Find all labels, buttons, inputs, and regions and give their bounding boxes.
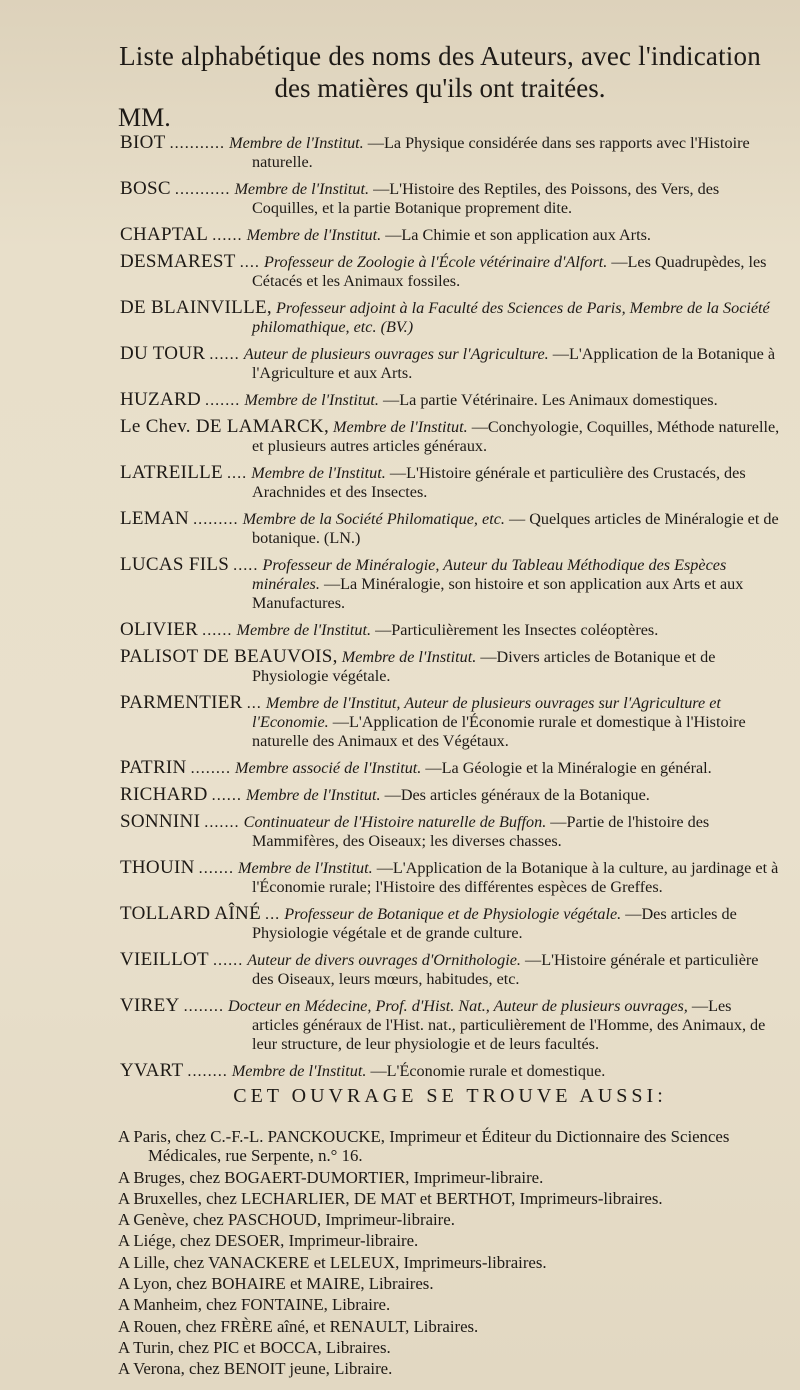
author-name: OLIVIER <box>120 619 199 640</box>
author-dots: ......... <box>193 510 239 528</box>
author-name: DE BLAINVILLE, <box>120 297 272 318</box>
author-entry <box>120 252 780 291</box>
author-subjects: —Divers articles de Botanique et de Physiologie végétale. <box>252 648 716 685</box>
author-entry <box>120 812 780 851</box>
author-entry <box>120 298 780 337</box>
locations-list <box>118 1127 783 1381</box>
author-name: YVART <box>120 1060 184 1081</box>
author-subjects: —L'Histoire générale et particulière des Oiseaux, leurs mœurs, habitudes, etc. <box>252 951 759 988</box>
author-name: DU TOUR <box>120 343 206 364</box>
author-dots: ........... <box>169 134 226 152</box>
author-subjects: —La Physique considérée dans ses rapports avec l'Histoire naturelle. <box>252 134 750 171</box>
author-dots: ...... <box>202 621 233 639</box>
author-dots: ....... <box>205 391 241 409</box>
author-subjects: —La Géologie et la Minéralogie en général. <box>425 759 712 777</box>
author-title: Membre de l'Institut. <box>244 391 379 409</box>
location-line: A Genève, chez PASCHOUD, Imprimeur-libraire. <box>118 1210 455 1230</box>
author-entry <box>120 647 780 686</box>
author-name: LUCAS FILS <box>120 554 230 575</box>
author-dots: ........ <box>187 1062 228 1080</box>
author-subjects: — Quelques articles de Minéralogie et de botanique. (LN.) <box>252 510 779 547</box>
author-subjects: —L'Application de la Botanique à la culture, au jardinage et à l'Économie rurale; l'Histoire des différentes espèces de Greffes. <box>252 859 779 896</box>
author-entry <box>120 509 780 548</box>
author-name: BOSC <box>120 178 171 199</box>
author-dots: .... <box>239 253 260 271</box>
header-line-2: des matières qu'ils ont traitées. <box>274 73 606 103</box>
location-line: A Bruges, chez BOGAERT-DUMORTIER, Imprimeur-libraire. <box>118 1167 544 1187</box>
author-subjects: —Des articles de Physiologie végétale et de grande culture. <box>252 905 737 942</box>
author-entry <box>120 858 780 897</box>
author-entry <box>120 133 780 172</box>
author-title: Membre de l'Institut. <box>245 786 381 804</box>
location-line: A Bruxelles, chez LECHARLIER, DE MAT et BERTHOT, Imprimeurs-libraires. <box>118 1188 663 1208</box>
author-name: DESMAREST <box>120 251 236 272</box>
author-entry <box>120 950 780 989</box>
author-dots: ...... <box>209 345 240 363</box>
location-line: A Manheim, chez FONTAINE, Libraire. <box>118 1295 391 1315</box>
author-dots: ........... <box>174 180 231 198</box>
author-subjects: —L'Histoire générale et particulière des Crustacés, des Arachnides et des Insectes. <box>252 464 746 501</box>
author-entry <box>120 225 780 245</box>
authors-list <box>120 133 780 1088</box>
location-line: A Verona, chez BENOIT jeune, Libraire. <box>118 1359 393 1379</box>
author-subjects: —Les Quadrupèdes, les Cétacés et les Animaux fossiles. <box>252 253 767 290</box>
author-name: LEMAN <box>120 508 190 529</box>
mm-label: MM. <box>118 103 171 132</box>
author-title: Continuateur de l'Histoire naturelle de Buffon. <box>243 813 547 831</box>
author-entry <box>120 417 780 456</box>
author-name: VIREY <box>120 995 180 1016</box>
author-dots: ..... <box>233 556 259 574</box>
location-line: A Paris, chez C.-F.-L. PANCKOUCKE, Imprimeur et Éditeur du Dictionnaire des Sciences Médicales, rue Serpente, n.° 16. <box>118 1127 730 1166</box>
author-title: Docteur en Médecine, Prof. d'Hist. Nat., Auteur de plusieurs ouvrages, <box>228 997 688 1015</box>
author-subjects: —L'Économie rurale et domestique. <box>370 1062 606 1080</box>
location-line: A Liége, chez DESOER, Imprimeur-libraire. <box>118 1231 419 1251</box>
author-name: RICHARD <box>120 784 208 805</box>
author-title: Membre de l'Institut. <box>246 226 382 244</box>
author-title: Professeur adjoint à la Faculté des Sciences de Paris, Membre de la Société philomathique, etc. (BV.) <box>252 299 770 336</box>
author-title: Professeur de Minéralogie, Auteur du Tableau Méthodique des Espèces minérales. <box>252 556 727 593</box>
author-title: Membre de l'Institut. <box>236 621 372 639</box>
author-entry <box>120 996 780 1054</box>
author-dots: .... <box>227 464 248 482</box>
author-entry <box>120 555 780 613</box>
author-dots: ........ <box>190 759 231 777</box>
author-title: Auteur de divers ouvrages d'Ornithologie. <box>247 951 521 969</box>
author-dots: ... <box>246 694 262 712</box>
author-title: Membre de l'Institut. <box>251 464 386 482</box>
author-title: Membre de l'Institut. <box>341 648 477 666</box>
author-dots: ...... <box>212 226 243 244</box>
author-name: TOLLARD AÎNÉ <box>120 903 261 924</box>
author-title: Membre de l'Institut. <box>231 1062 367 1080</box>
author-name: LATREILLE <box>120 462 223 483</box>
author-title: Membre de l'Institut, Auteur de plusieurs ouvrages sur l'Agriculture et l'Economie. <box>252 694 721 731</box>
author-name: PALISOT DE BEAUVOIS, <box>120 646 338 667</box>
author-entry <box>120 620 780 640</box>
author-subjects: —L'Application de la Botanique à l'Agriculture et aux Arts. <box>252 345 776 382</box>
author-dots: ...... <box>211 786 242 804</box>
author-title: Membre de la Société Philomatique, etc. <box>242 510 505 528</box>
author-name: BIOT <box>120 132 166 153</box>
header <box>110 40 770 104</box>
author-name: Le Chev. DE LAMARCK, <box>120 416 329 437</box>
location-line: A Lyon, chez BOHAIRE et MAIRE, Libraires. <box>118 1274 434 1294</box>
author-name: CHAPTAL <box>120 224 209 245</box>
author-entry <box>120 344 780 383</box>
author-entry <box>120 390 780 410</box>
author-name: VIEILLOT <box>120 949 209 970</box>
author-name: PATRIN <box>120 757 187 778</box>
author-subjects: —L'Histoire des Reptiles, des Poissons, des Vers, des Coquilles, et la partie Botanique proprement dite. <box>252 180 720 217</box>
header-line-1: Liste alphabétique des noms des Auteurs, avec l'indication <box>119 41 761 71</box>
author-name: HUZARD <box>120 389 201 410</box>
author-title: Membre de l'Institut. <box>234 180 370 198</box>
author-entry <box>120 904 780 943</box>
author-entry <box>120 179 780 218</box>
author-title: Membre de l'Institut. <box>238 859 373 877</box>
author-subjects: —Des articles généraux de la Botanique. <box>384 786 650 804</box>
location-line: A Rouen, chez FRÈRE aîné, et RENAULT, Libraires. <box>118 1316 479 1336</box>
author-name: PARMENTIER <box>120 692 243 713</box>
author-title: Membre de l'Institut. <box>333 418 468 436</box>
location-line: A Turin, chez PIC et BOCCA, Libraires. <box>118 1337 391 1357</box>
author-entry <box>120 1061 780 1081</box>
author-subjects: —Les articles généraux de l'Hist. nat., particulièrement de l'Homme, des Animaux, de leur structure, de leur physiologie et de leurs facultés. <box>252 997 766 1053</box>
author-dots: ... <box>265 905 281 923</box>
author-title: Auteur de plusieurs ouvrages sur l'Agriculture. <box>243 345 549 363</box>
author-dots: ...... <box>212 951 244 969</box>
author-subjects: —La partie Vétérinaire. Les Animaux domestiques. <box>383 391 718 409</box>
author-dots: ........ <box>183 997 224 1015</box>
author-subjects: —L'Application de l'Économie rurale et domestique à l'Histoire naturelle des Animaux et des Végétaux. <box>252 713 746 750</box>
author-entry <box>120 463 780 502</box>
author-subjects: —La Minéralogie, son histoire et son application aux Arts et aux Manufactures. <box>252 575 744 612</box>
author-subjects: —Conchyologie, Coquilles, Méthode naturelle, et plusieurs autres articles généraux. <box>252 418 780 455</box>
section-title: CET OUVRAGE SE TROUVE AUSSI: <box>233 1085 667 1107</box>
author-entry <box>120 693 780 751</box>
author-subjects: —Particulièrement les Insectes coléoptères. <box>375 621 659 639</box>
author-name: SONNINI <box>120 811 201 832</box>
author-title: Professeur de Zoologie à l'École vétérinaire d'Alfort. <box>263 253 608 271</box>
author-subjects: —La Chimie et son application aux Arts. <box>385 226 651 244</box>
author-dots: ....... <box>198 859 234 877</box>
author-dots: ....... <box>204 813 240 831</box>
author-entry <box>120 758 780 778</box>
author-title: Membre associé de l'Institut. <box>235 759 422 777</box>
author-title: Membre de l'Institut. <box>229 134 364 152</box>
author-name: THOUIN <box>120 857 195 878</box>
author-title: Professeur de Botanique et de Physiologie végétale. <box>284 905 622 923</box>
author-entry <box>120 785 780 805</box>
location-line: A Lille, chez VANACKERE et LELEUX, Imprimeurs-libraires. <box>118 1252 547 1272</box>
author-subjects: —Partie de l'histoire des Mammifères, des Oiseaux; les diverses chasses. <box>252 813 710 850</box>
